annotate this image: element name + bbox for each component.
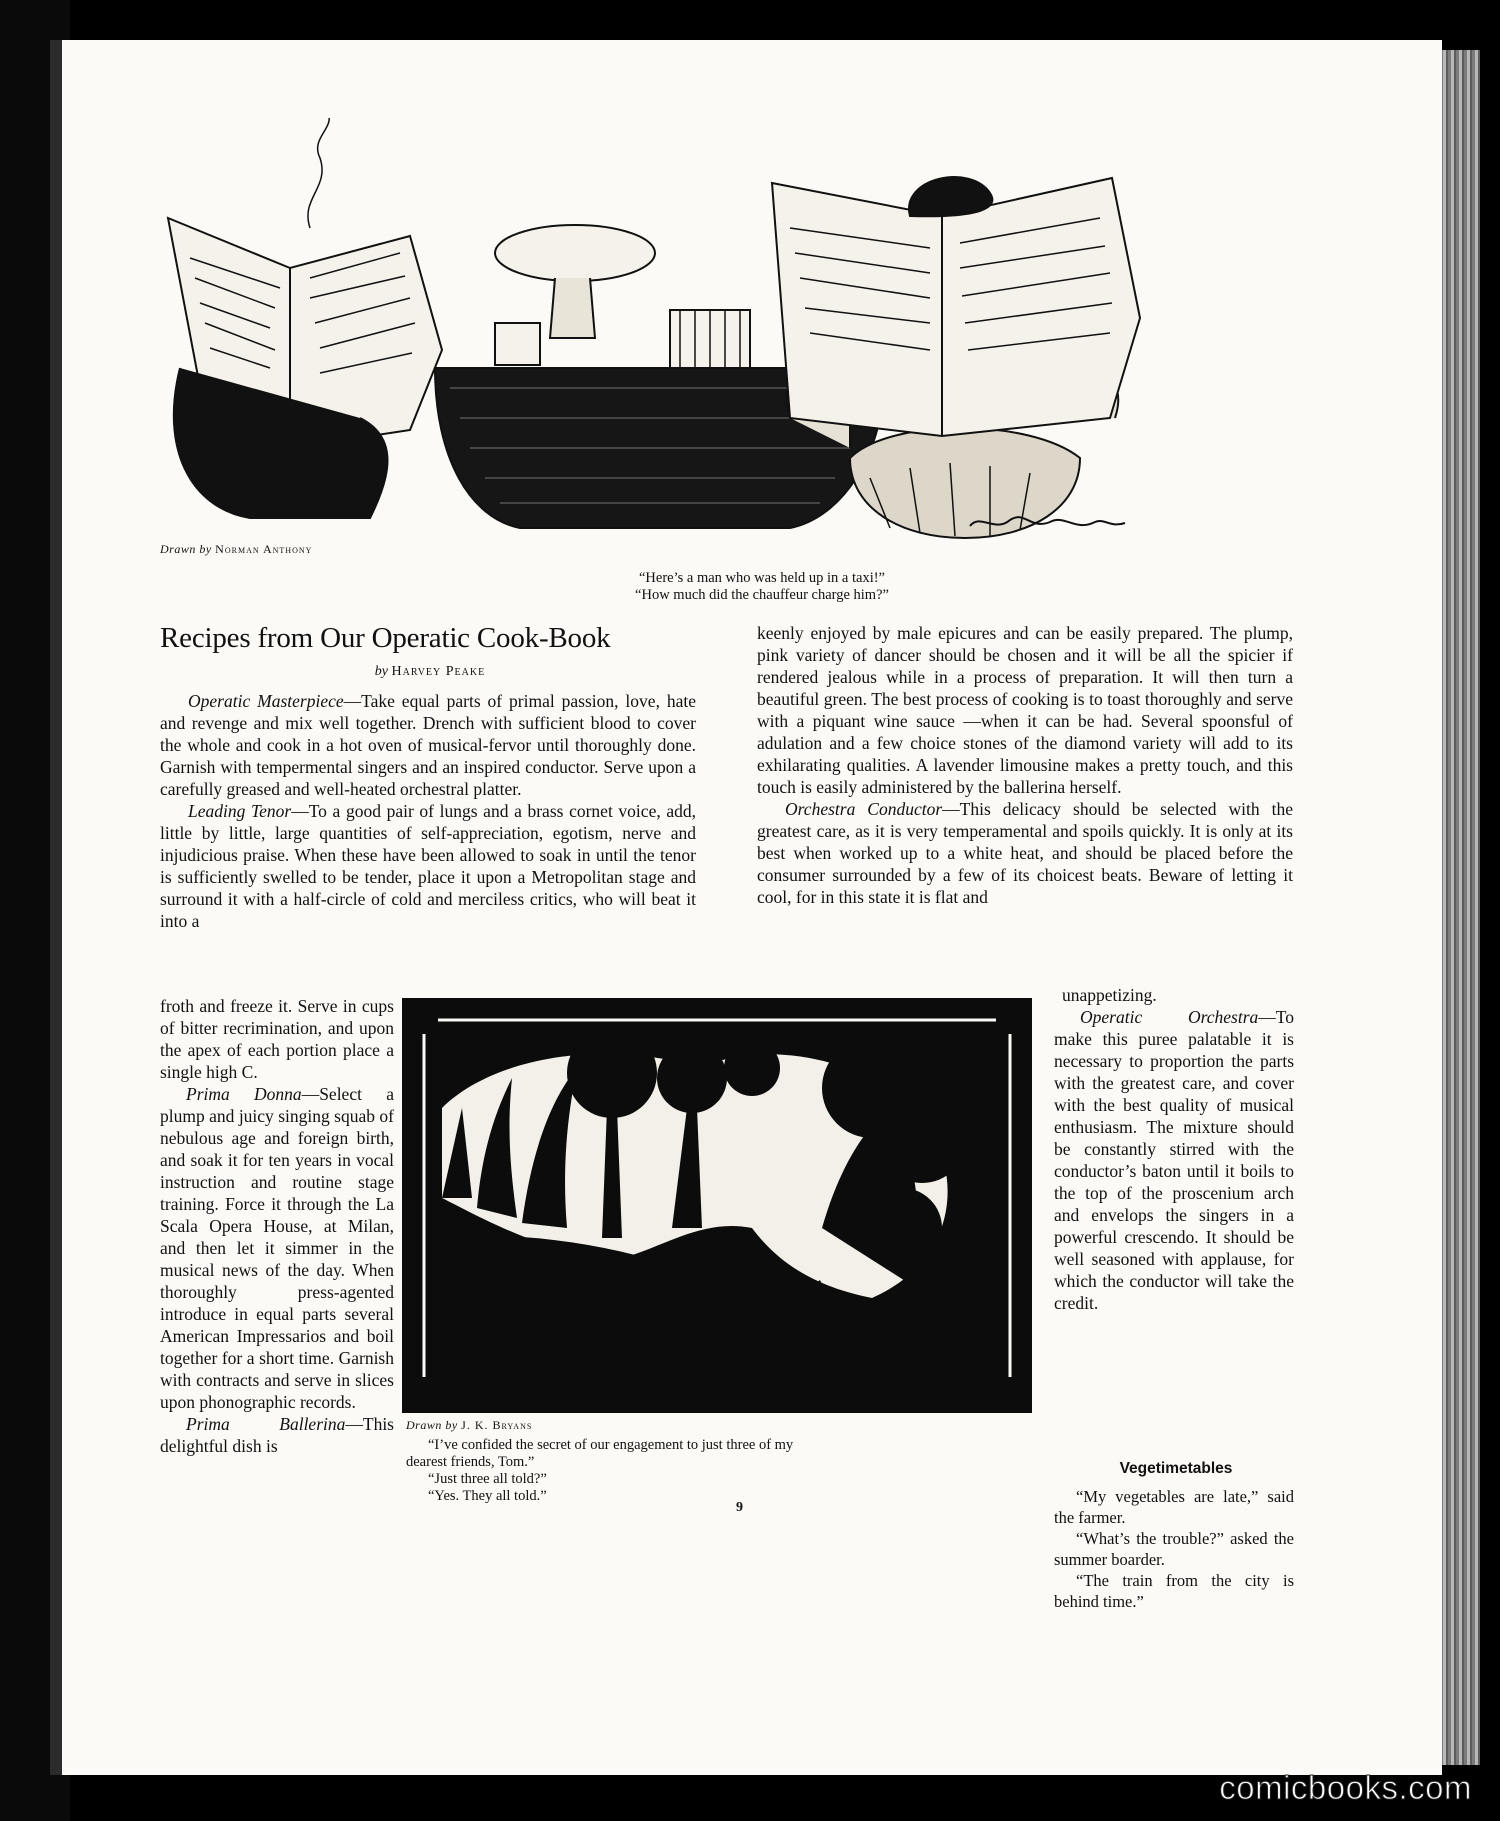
site-watermark: comicbooks.com: [1219, 1769, 1472, 1806]
article-column-2: [757, 622, 1293, 908]
caption-line: “How much did the chauffeur charge him?”: [635, 587, 889, 603]
recipe-text: —This delightful dish is: [160, 1414, 394, 1456]
paragraph-leading-tenor: [160, 800, 696, 932]
book-page-edges: [1440, 50, 1480, 1765]
joke-line: “The train from the city is behind time.”: [1054, 1571, 1294, 1611]
caption-line: “Here’s a man who was held up in a taxi!”: [638, 570, 885, 586]
recipe-name: Prima Donna: [186, 1084, 302, 1104]
joke-text: [1054, 1486, 1294, 1612]
credit-prefix: Drawn by: [160, 542, 212, 556]
recipe-text: —Take equal parts of primal passion, love, hate and revenge and mix well together. Drench with sufficient blood to cover the whole and cook in a hot oven of musical-fervor until thoroughly done. Garnish with tempermental singers and an inspired conductor. Serve upon a carefully greased and well-heated orchestral platter.: [160, 691, 697, 799]
joke-line: “What’s the trouble?” asked the summer boarder.: [1054, 1529, 1294, 1569]
recipe-name: Prima Ballerina: [186, 1414, 346, 1434]
top-illustration-credit: [160, 542, 312, 557]
caption-line: dearest friends, Tom.”: [406, 1454, 535, 1470]
recipe-name: Leading Tenor: [188, 801, 292, 821]
credit-prefix: Drawn by: [406, 1418, 458, 1432]
middle-illustration-credit: [406, 1418, 532, 1433]
recipe-text: —Select a plump and juicy singing squab of nebulous age and foreign birth, and soak it for ten years in vocal instruction and routine stage training. Force it through the La Scala Opera House, at Milan, and then let it simmer in the musical news of the day. When thoroughly press-agented introduce in equal parts several American Impressarios and boil together for a short time. Garnish with contracts and serve in slices upon phonographic records.: [160, 1084, 395, 1412]
paragraph-operatic-masterpiece: [160, 690, 696, 800]
recipe-name: Orchestra Conductor: [785, 799, 943, 819]
joke-heading: Vegetimetables: [1119, 1460, 1233, 1477]
paragraph-prima-donna: [160, 1083, 394, 1413]
magazine-page: [62, 40, 1442, 1775]
newspaper-readers-illustration: [150, 118, 1380, 558]
article-column-1: [160, 690, 696, 932]
credit-artist-name: Norman Anthony: [215, 542, 313, 556]
recipe-text: —To a good pair of lungs and a brass cornet voice, add, little by little, large quantities of self-appreciation, egotism, nerve and injudicious praise. When these have been allowed to soak in until the tenor is sufficiently swelled to be tender, place it upon a Metropolitan stage and surround it with a half-circle of cold and merciless critics, who will beat it into a: [160, 801, 696, 931]
paragraph-orchestra-conductor: [757, 798, 1293, 908]
forest-silhouette-illustration: [402, 998, 1032, 1413]
article-byline: [160, 664, 700, 680]
recipe-text: —To make this puree palatable it is necessary to proportion the parts with the greatest care, and cover with the best quality of musical enthusiasm. The mixture should be constantly stirred with the conductor’s baton until it boils to the top of the proscenium arch and envelops the singers in a powerful crescendo. It should be well seasoned with applause, for which the conductor will take the credit.: [1054, 1007, 1294, 1313]
recipe-text-continued: keenly enjoyed by male epicures and can be easily prepared. The plump, pink variety of dancer should be chosen and it will be all the spicier if rendered jealous while in a process of preparation. It will then turn a beautiful green. The best process of cooking is to toast thoroughly and serve with a piquant wine sauce —when it can be had. Several spoonsful of adulation and a few choice stones of the diamond variety will add to its exhilarating qualities. A lavender limousine makes a pretty touch, and this touch is easily administered by the ballerina herself.: [757, 623, 1293, 797]
paragraph-operatic-orchestra: [1054, 1006, 1294, 1314]
recipe-text: —This delicacy should be selected with the greatest care, as it is very temperamental and spoils quickly. It is only at its best when worked up to a white heat, and should be placed before the consumer surrounded by a few of its choicest beats. Beware of letting it cool, for in this state it is flat and: [757, 799, 1293, 907]
middle-illustration-caption: [406, 1437, 1046, 1505]
byline-author: Harvey Peake: [391, 664, 486, 679]
article-column-2-narrow: [1054, 984, 1294, 1314]
recipe-text-continued: unappetizing.: [1062, 985, 1157, 1005]
recipe-name: Operatic Orchestra: [1080, 1007, 1259, 1027]
top-illustration-caption: [462, 570, 1062, 604]
recipe-name: Operatic Masterpiece: [188, 691, 344, 711]
article-column-1-narrow: [160, 995, 394, 1457]
page-number: 9: [736, 1500, 743, 1515]
article-title: Recipes from Our Operatic Cook-Book: [160, 622, 611, 654]
byline-prefix: by: [374, 664, 388, 679]
caption-line: “Yes. They all told.”: [428, 1488, 547, 1504]
paragraph-prima-ballerina: [160, 1413, 394, 1457]
recipe-text-continued: froth and freeze it. Serve in cups of bitter recrimination, and upon the apex of each portion place a single high C.: [160, 996, 394, 1082]
joke-line: “My vegetables are late,” said the farmer.: [1054, 1487, 1294, 1527]
credit-artist-name: J. K. Bryans: [461, 1418, 533, 1432]
caption-line: “I’ve confided the secret of our engagement to just three of my: [428, 1437, 794, 1453]
caption-line: “Just three all told?”: [428, 1471, 547, 1487]
